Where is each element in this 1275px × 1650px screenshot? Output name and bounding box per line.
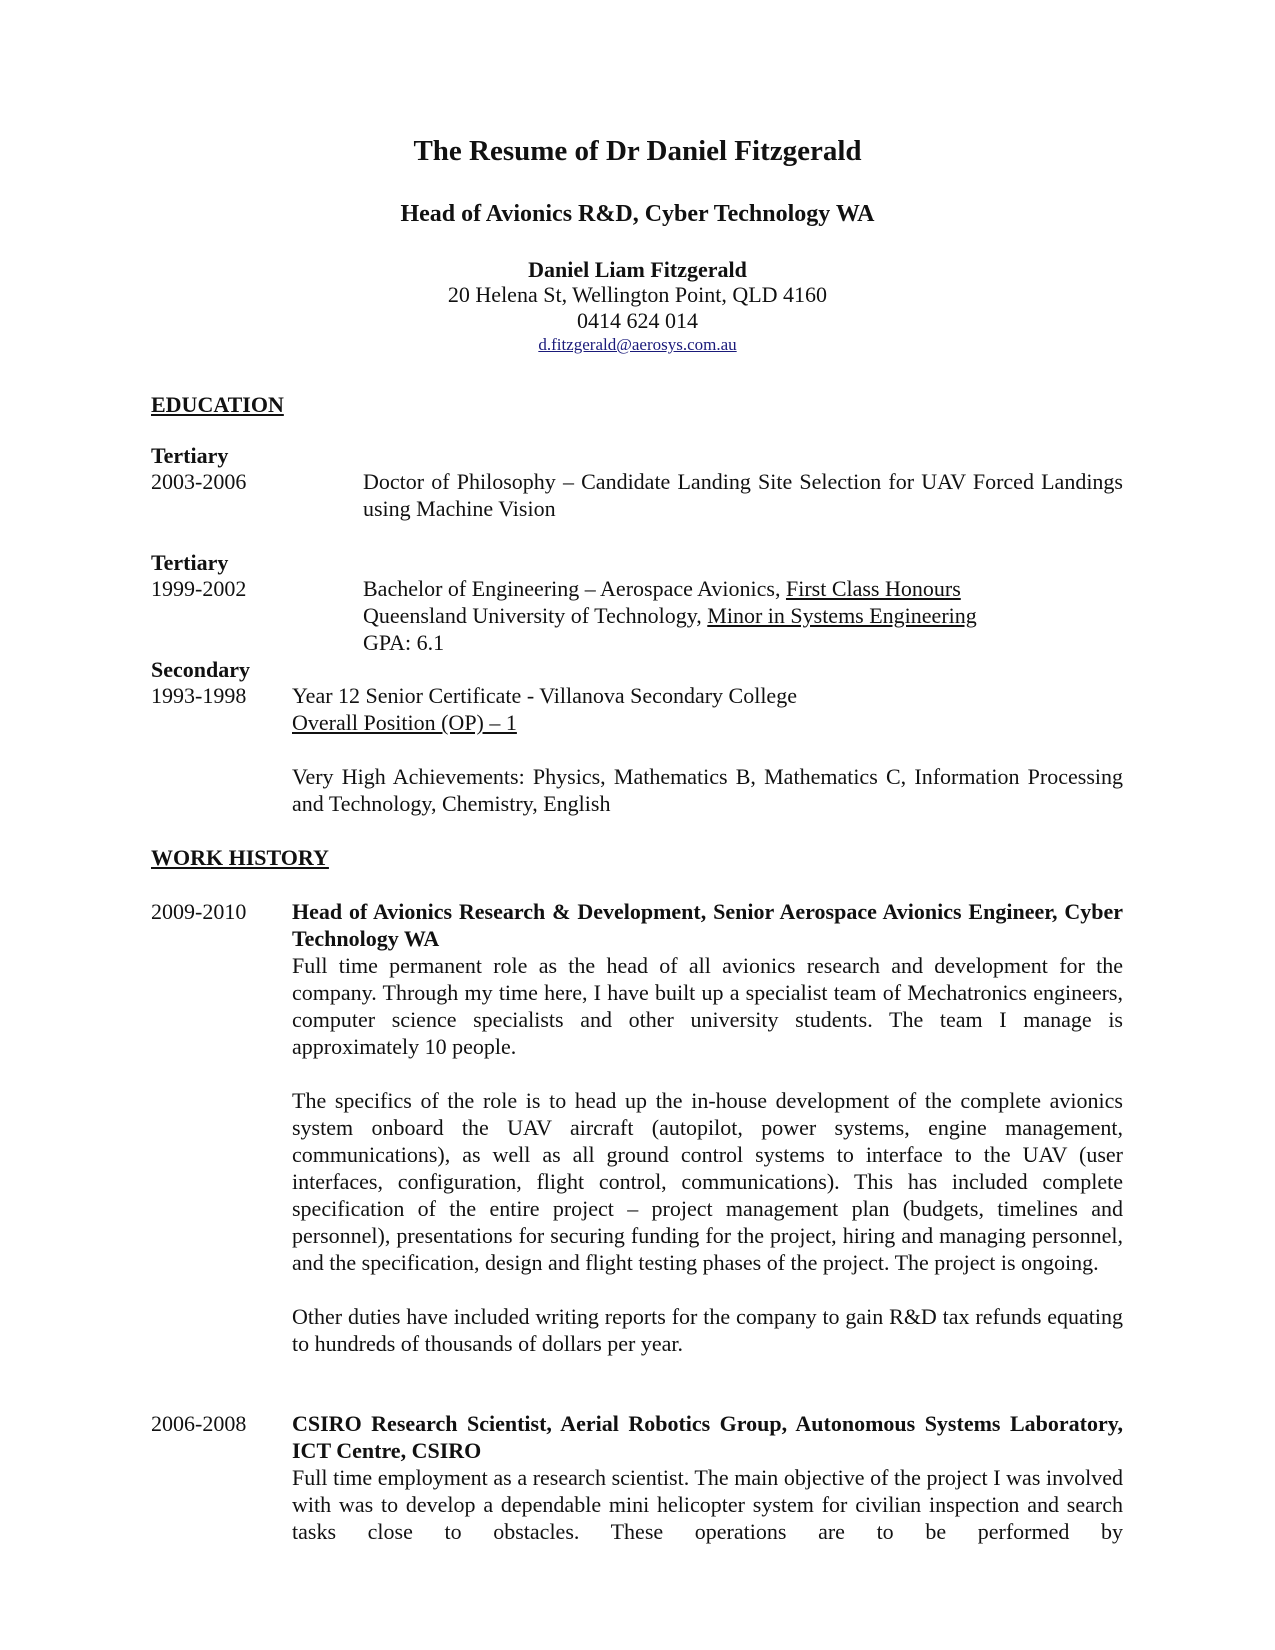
job1-block	[292, 898, 1123, 1357]
bachelor-degree: Bachelor of Engineering – Aerospace Avionics,	[363, 576, 786, 601]
job2-block	[292, 1410, 1123, 1545]
tertiary-label-2: Tertiary	[151, 550, 229, 575]
bachelor-line	[363, 575, 1123, 602]
job1-para1: Full time permanent role as the head of all avionics research and development for the company. Through my time here, I have built up a specialist team of Mechatronics engineers, computer science specialists and other university students. The team I manage is approximately 10 people.	[292, 953, 1123, 1059]
resume-subtitle: Head of Avionics R&D, Cyber Technology WA	[400, 201, 875, 227]
university-name: Queensland University of Technology,	[363, 603, 708, 628]
job1-title: Head of Avionics Research & Development, Senior Aerospace Avionics Engineer, Cyber Technology WA	[292, 899, 1123, 951]
secondary-label: Secondary	[151, 657, 250, 682]
contact-name: Daniel Liam Fitzgerald	[528, 257, 747, 282]
achievements-text: Very High Achievements: Physics, Mathematics B, Mathematics C, Information Processing and Technology, Chemistry, English	[292, 764, 1123, 816]
education-heading: EDUCATION	[151, 392, 284, 417]
job1-para3: Other duties have included writing reports for the company to gain R&D tax refunds equating to hundreds of thousands of dollars per year.	[292, 1304, 1123, 1356]
phd-description: Doctor of Philosophy – Candidate Landing Site Selection for UAV Forced Landings using Machine Vision	[363, 469, 1123, 521]
resume-title: The Resume of Dr Daniel Fitzgerald	[413, 135, 862, 167]
contact-email-link[interactable]: d.fitzgerald@aerosys.com.au	[538, 335, 737, 354]
tertiary-years-2: 1999-2002	[151, 576, 247, 601]
job1-para2: The specifics of the role is to head up the in-house development of the complete avionics system onboard the UAV aircraft (autopilot, power systems, engine management, communications), as well as all ground control systems to interface to the UAV (user interfaces, configuration, flight control, communications). This has included complete specification of the entire project – project management plan (budgets, timelines and personnel), presentations for securing funding for the project, hiring and managing personnel, and the specification, design and flight testing phases of the project. The project is ongoing.	[292, 1088, 1123, 1275]
contact-email-line	[0, 334, 1275, 355]
tertiary-label-1: Tertiary	[151, 443, 229, 468]
work-history-heading: WORK HISTORY	[151, 845, 329, 870]
contact-phone: 0414 624 014	[577, 308, 698, 333]
university-line	[363, 602, 1123, 629]
minor-text: Minor in Systems Engineering	[707, 603, 977, 628]
gpa-text: GPA: 6.1	[363, 630, 445, 655]
secondary-years: 1993-1998	[151, 683, 247, 708]
op-text: Overall Position (OP) – 1	[292, 710, 517, 735]
job2-title: CSIRO Research Scientist, Aerial Robotics Group, Autonomous Systems Laboratory, ICT Centre, CSIRO	[292, 1411, 1123, 1463]
contact-address: 20 Helena St, Wellington Point, QLD 4160	[447, 282, 828, 307]
secondary-block	[292, 682, 1123, 736]
job2-years: 2006-2008	[151, 1411, 247, 1436]
bachelor-block	[363, 575, 1123, 656]
tertiary-years-1: 2003-2006	[151, 469, 247, 494]
honours-text: First Class Honours	[785, 576, 961, 601]
job2-para1: Full time employment as a research scientist. The main objective of the project I was involved with was to develop a dependable mini helicopter system for civilian inspection and search tasks close to obstacles. These operations are to be performed by	[292, 1465, 1123, 1544]
certificate-text: Year 12 Senior Certificate - Villanova Secondary College	[292, 683, 797, 708]
job1-years: 2009-2010	[151, 899, 247, 924]
